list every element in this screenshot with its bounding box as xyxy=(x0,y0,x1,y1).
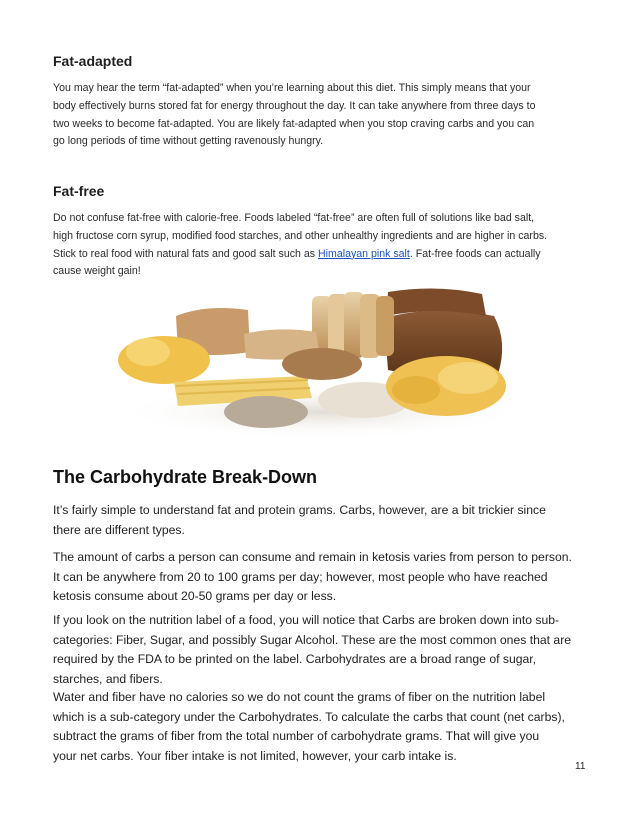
text-line: cause weight gain! xyxy=(53,265,141,278)
paragraph-fat-free xyxy=(53,210,593,281)
text-line: Do not confuse fat-free with calorie-free. Foods labeled “fat-free” are often full of solutions like bad salt, xyxy=(53,212,535,224)
text-line: go long periods of time without getting ravenously hungry. xyxy=(53,135,324,148)
text-line: ketosis consume about 20-50 grams per day or less. xyxy=(53,589,337,604)
text-line: The amount of carbs a person can consume and remain in ketosis varies from person to person. xyxy=(53,550,572,564)
paragraph-3 xyxy=(53,611,593,689)
paragraph-4 xyxy=(53,688,593,766)
paragraph-2 xyxy=(53,548,593,607)
text-line xyxy=(53,246,593,264)
himalayan-salt-link[interactable]: Himalayan pink salt xyxy=(318,247,410,260)
text-run: . Fat-free foods can actually xyxy=(409,247,541,260)
page-number: 11 xyxy=(575,761,586,772)
text-line: categories: Fiber, Sugar, and possibly Sugar Alcohol. These are the most common ones that are xyxy=(53,632,572,647)
text-line: which is a sub-category under the Carbohydrates. To calculate the carbs that count (net carbs), xyxy=(53,709,565,724)
heading-fat-free: Fat-free xyxy=(53,183,105,199)
text-line: Water and fiber have no calories so we do not count the grams of fiber on the nutrition label xyxy=(53,690,546,704)
text-run: Stick to real food with natural fats and good salt such as xyxy=(53,247,318,260)
text-line: there are different types. xyxy=(53,522,185,537)
text-line: body effectively burns stored fat for energy throughout the day. It can take anywhere from three days to xyxy=(53,99,536,112)
text-line: two weeks to become fat-adapted. You are likely fat-adapted when you stop craving carbs and you can xyxy=(53,117,535,130)
text-line: It can be anywhere from 20 to 100 grams per day; however, most people who have reached xyxy=(53,569,548,584)
heading-carbohydrate-break-down: The Carbohydrate Break-Down xyxy=(53,467,318,487)
text-line: subtract the grams of fiber from the total number of carbohydrate grams. That will give you xyxy=(53,729,540,744)
text-line: You may hear the term “fat-adapted” when you’re learning about this diet. This simply means that your xyxy=(53,82,531,94)
paragraph-1 xyxy=(53,501,593,540)
text-line: high fructose corn syrup, modified food starches, and other unhealthy ingredients and are higher in carbs. xyxy=(53,229,548,242)
text-line: If you look on the nutrition label of a food, you will notice that Carbs are broken down into sub- xyxy=(53,613,560,627)
text-line: your net carbs. Your fiber intake is not limited, however, your carb intake is. xyxy=(53,748,457,763)
paragraph-fat-adapted xyxy=(53,80,593,151)
text-line: required by the FDA to be printed on the label. Carbohydrates are a broad range of sugar, xyxy=(53,652,537,667)
text-line: starches, and fibers. xyxy=(53,671,163,686)
carbohydrate-foods-image xyxy=(116,282,526,440)
text-line: It’s fairly simple to understand fat and protein grams. Carbs, however, are a bit trickier since xyxy=(53,503,546,517)
heading-fat-adapted: Fat-adapted xyxy=(53,53,133,69)
